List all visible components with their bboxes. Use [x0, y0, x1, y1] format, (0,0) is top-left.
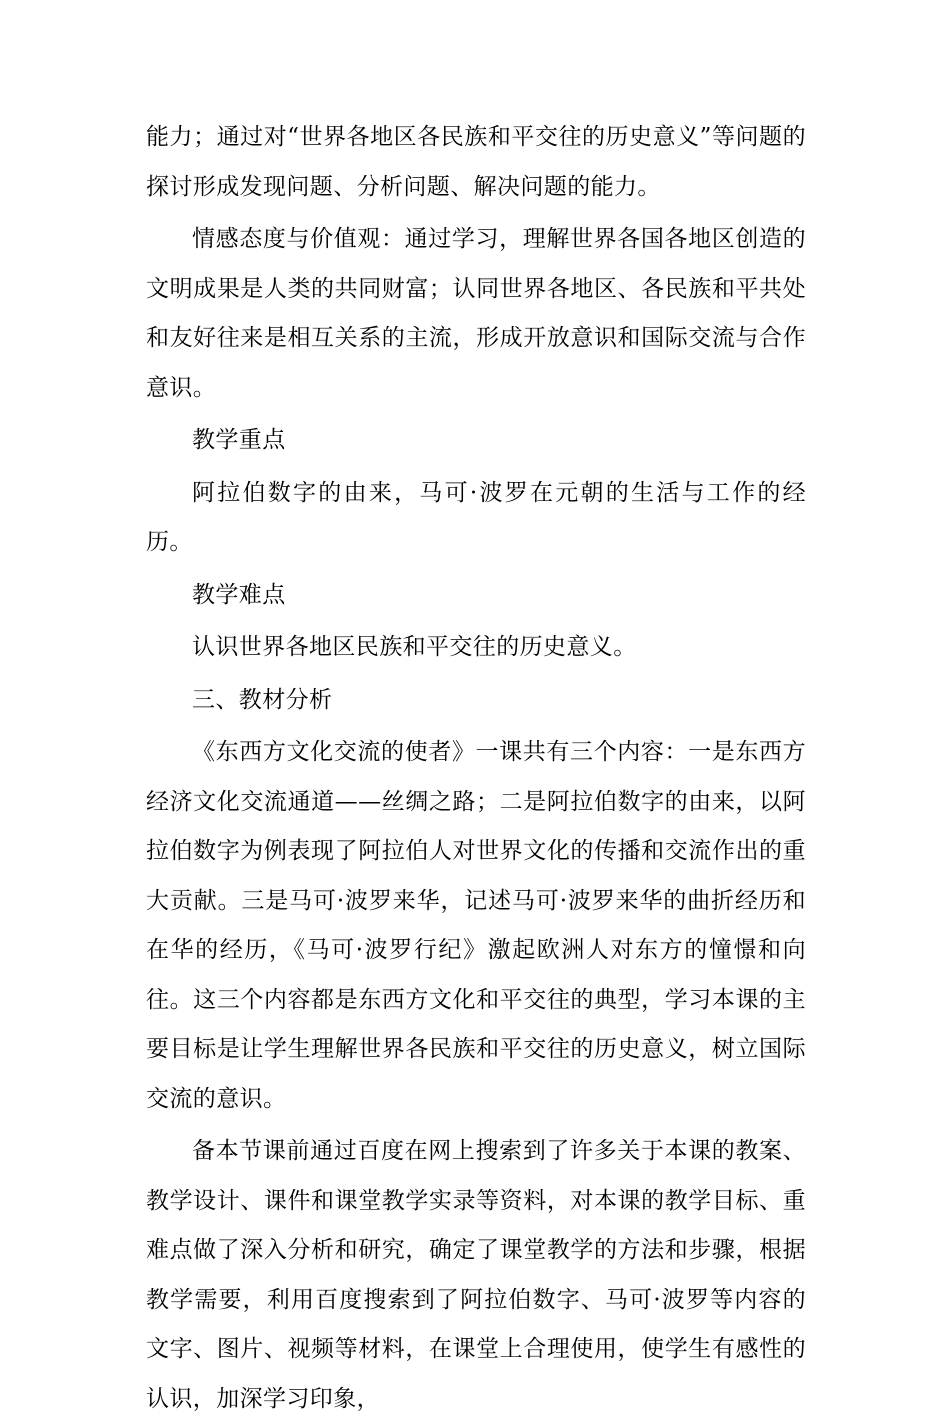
heading-teaching-focus: 教学重点	[192, 427, 286, 453]
paragraph-teaching-difficulty: 认识世界各地区民族和平交往的历史意义。	[192, 634, 637, 660]
heading-teaching-difficulty: 教学难点	[192, 581, 286, 608]
paragraph-teaching-focus: 阿拉伯数字的由来，马可·波罗在元朝的生活与工作的经历。	[146, 479, 806, 555]
paragraph-lesson-preparation: 备本节课前通过百度在网上搜索到了许多关于本课的教案、教学设计、课件和课堂教学实录等资料，对本课的教学目标、重难点做了深入分析和研究，确定了课堂教学的方法和步骤，根据教学需要，利用百度搜索到了阿拉伯数字、马可·波罗等内容的文字、图片、视频等材料，在课堂上合理使用，使学生有感性的认识，加深学习印象，	[146, 1138, 806, 1412]
paragraph-textbook-analysis: 《东西方文化交流的使者》一课共有三个内容：一是东西方经济文化交流通道——丝绸之路；二是阿拉伯数字的由来，以阿拉伯数字为例表现了阿拉伯人对世界文化的传播和交流作出的重大贡献。三是马可·波罗来华，记述马可·波罗来华的曲折经历和在华的经历，《马可·波罗行纪》激起欧洲人对东方的憧憬和向往。这三个内容都是东西方文化和平交往的典型，学习本课的主要目标是让学生理解世界各民族和平交往的历史意义，树立国际交流的意识。	[146, 739, 806, 1112]
document-body	[146, 113, 806, 1424]
paragraph-emotion-values: 情感态度与价值观：通过学习，理解世界各国各地区创造的文明成果是人类的共同财富；认同世界各地区、各民族和平共处和友好往来是相互关系的主流，形成开放意识和国际交流与合作意识。	[146, 226, 806, 401]
heading-textbook-analysis: 三、教材分析	[192, 686, 333, 713]
paragraph-ability-continued: 能力；通过对“世界各地区各民族和平交往的历史意义”等问题的探讨形成发现问题、分析问题、解决问题的能力。	[146, 124, 806, 200]
